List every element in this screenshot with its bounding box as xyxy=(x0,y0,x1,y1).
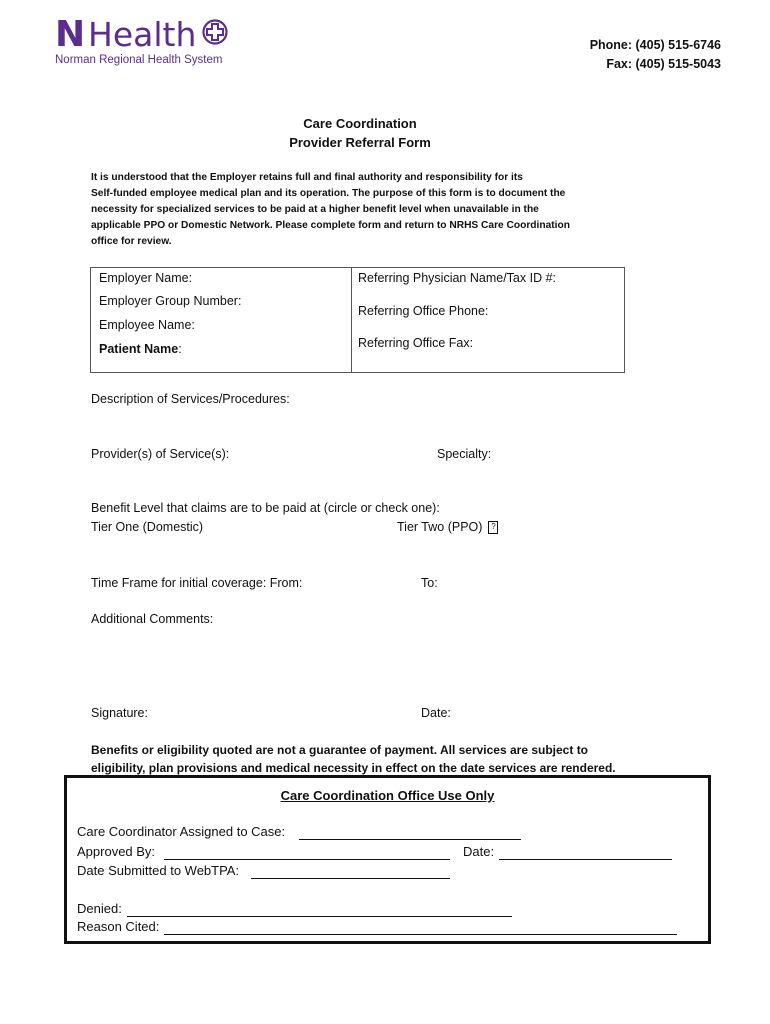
referring-physician-field[interactable]: Referring Physician Name/Tax ID #: xyxy=(358,271,556,285)
disclaimer-line: eligibility, plan provisions and medical necessity in effect on the date services are rendered. xyxy=(91,761,616,775)
contact-info xyxy=(590,36,721,74)
providers-field[interactable]: Provider(s) of Service(s): xyxy=(91,447,230,461)
office-date-label: Date: xyxy=(463,844,495,859)
time-frame-from-field[interactable]: Time Frame for initial coverage: From: xyxy=(91,576,303,590)
specialty-field[interactable]: Specialty: xyxy=(437,447,492,461)
fax-number: Fax: (405) 515-5043 xyxy=(606,57,721,71)
signature-date-field[interactable]: Date: xyxy=(421,706,451,720)
intro-line: office for review. xyxy=(91,236,172,247)
office-date-line[interactable] xyxy=(499,859,672,860)
checkbox-icon[interactable]: ? xyxy=(488,521,498,534)
tier-two-option[interactable] xyxy=(397,520,498,534)
logo xyxy=(55,14,235,68)
patient-name-label: Patient Name xyxy=(99,342,179,356)
intro-line: It is understood that the Employer retains full and final authority and responsibility for its xyxy=(91,172,523,183)
additional-comments-field[interactable]: Additional Comments: xyxy=(91,612,214,626)
phone-number: Phone: (405) 515-6746 xyxy=(589,38,721,52)
office-use-title: Care Coordination Office Use Only xyxy=(280,788,495,803)
patient-name-field[interactable] xyxy=(99,342,182,356)
time-frame-to-field[interactable]: To: xyxy=(421,576,438,590)
intro-line: necessity for specialized services to be paid at a higher benefit level when unavailable in the xyxy=(91,204,539,215)
intro-line: applicable PPO or Domestic Network. Please complete form and return to NRHS Care Coordination xyxy=(91,220,570,231)
logo-subtitle: Norman Regional Health System xyxy=(55,54,223,66)
referring-office-phone-field[interactable]: Referring Office Phone: xyxy=(358,304,489,318)
form-title: Care Coordination xyxy=(303,116,417,131)
form-subtitle: Provider Referral Form xyxy=(289,135,431,150)
benefit-level-label: Benefit Level that claims are to be paid at (circle or check one): xyxy=(91,501,440,515)
tier-one-option[interactable]: Tier One (Domestic) xyxy=(91,520,204,534)
coordinator-line[interactable] xyxy=(299,839,521,840)
reason-cited-line[interactable] xyxy=(164,934,677,935)
employee-name-field[interactable]: Employee Name: xyxy=(99,318,195,332)
referral-info-table xyxy=(90,267,625,373)
intro-line: Self-funded employee medical plan and its operation. The purpose of this form is to document the xyxy=(91,188,566,199)
coordinator-label: Care Coordinator Assigned to Case: xyxy=(77,824,286,839)
employer-group-number-field[interactable]: Employer Group Number: xyxy=(99,294,242,308)
disclaimer-line: Benefits or eligibility quoted are not a guarantee of payment. All services are subject to xyxy=(91,743,589,757)
cross-logo-icon xyxy=(202,19,228,45)
signature-field[interactable]: Signature: xyxy=(91,706,148,720)
employer-name-field[interactable]: Employer Name: xyxy=(99,271,193,285)
denied-label: Denied: xyxy=(77,901,122,916)
disclaimer xyxy=(91,741,651,777)
reason-cited-label: Reason Cited: xyxy=(77,919,160,934)
intro-paragraph xyxy=(91,170,621,250)
date-submitted-label: Date Submitted to WebTPA: xyxy=(77,863,240,878)
office-use-section xyxy=(64,775,711,944)
tier-two-label: Tier Two (PPO) xyxy=(397,520,483,534)
patient-name-colon: : xyxy=(178,342,182,356)
date-submitted-line[interactable] xyxy=(251,878,450,879)
denied-line[interactable] xyxy=(127,916,512,917)
approved-by-label: Approved By: xyxy=(77,844,156,859)
approved-by-line[interactable] xyxy=(164,859,450,860)
description-field[interactable]: Description of Services/Procedures: xyxy=(91,392,290,406)
logo-health: Health xyxy=(88,15,197,54)
referring-office-fax-field[interactable]: Referring Office Fax: xyxy=(358,336,474,350)
column-divider xyxy=(351,268,352,372)
logo-n: N xyxy=(55,14,85,55)
